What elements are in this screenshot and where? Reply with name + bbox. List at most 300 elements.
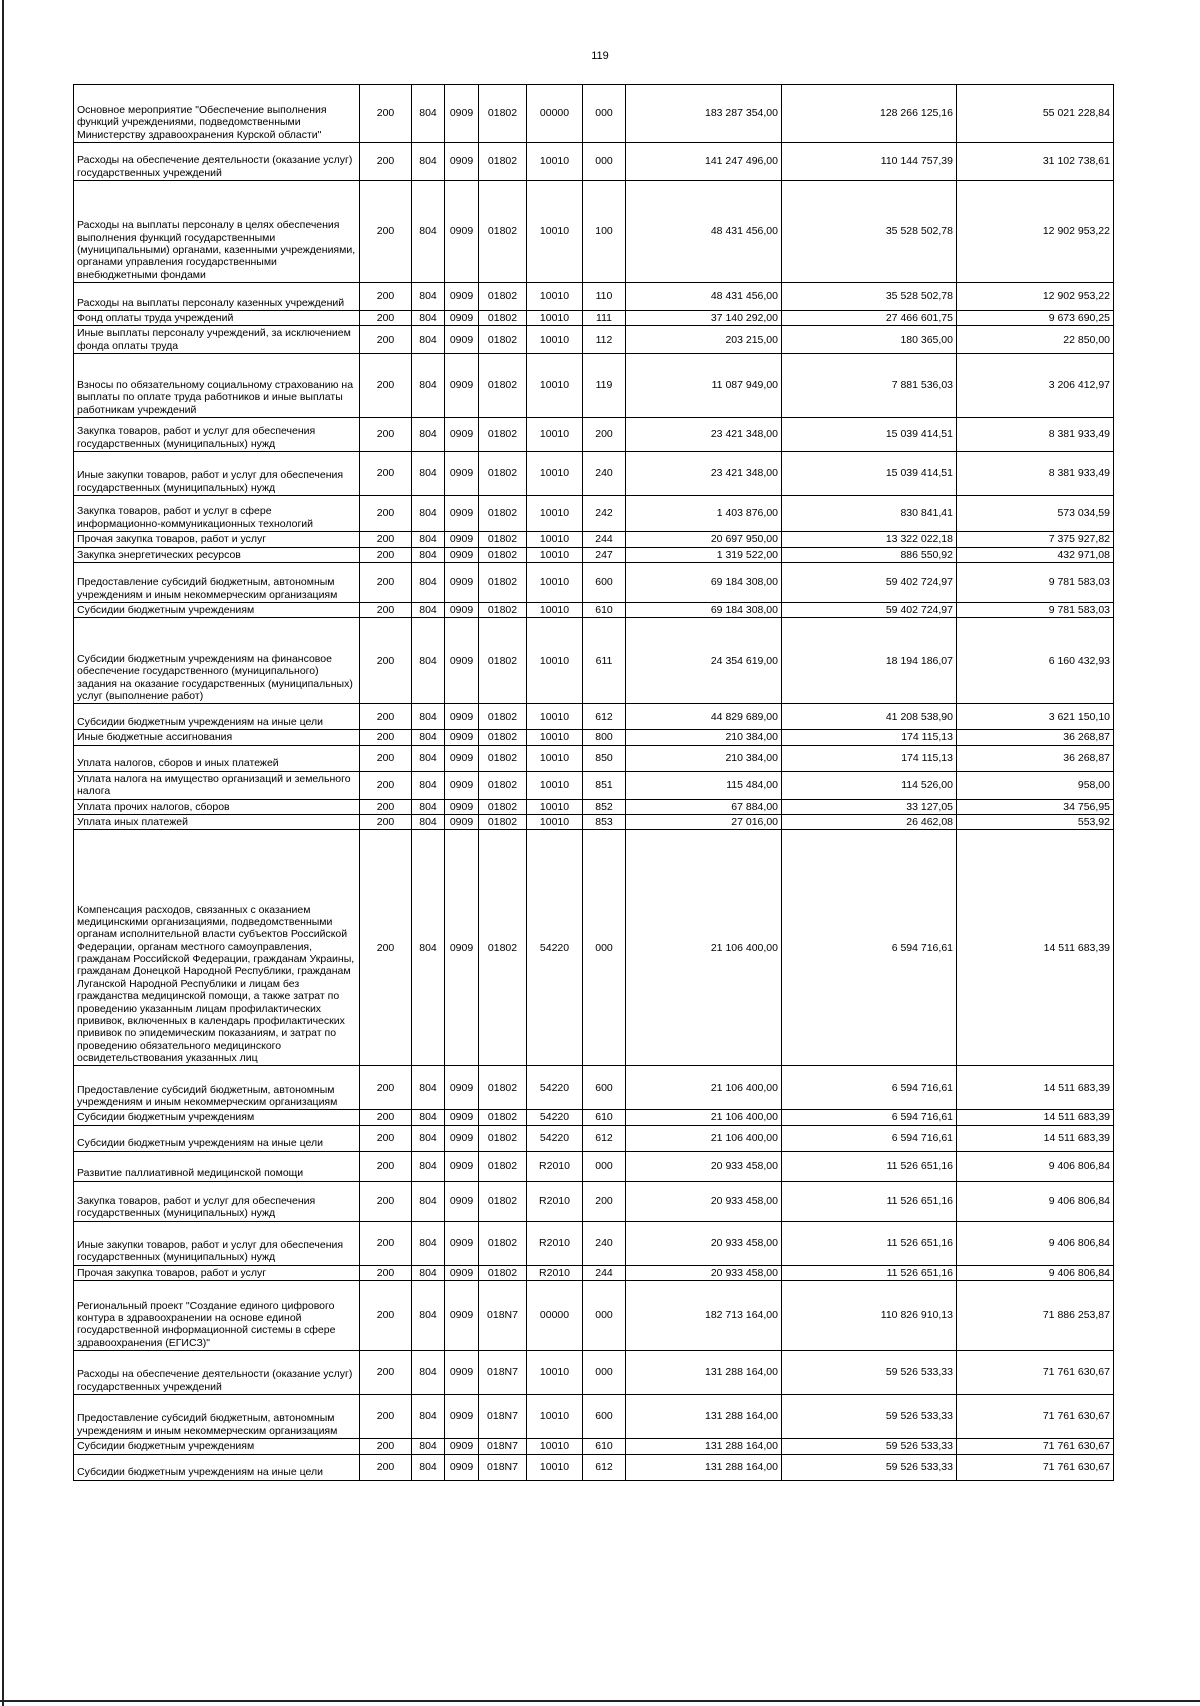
code-target-article-program: 01802	[479, 547, 527, 562]
amount-planned: 23 421 348,00	[626, 452, 782, 496]
table-row	[74, 1281, 1114, 1351]
code-subsection: 0909	[445, 354, 479, 418]
amount-executed: 11 526 651,16	[782, 1151, 957, 1181]
code-target-article-direction: R2010	[527, 1265, 583, 1280]
code-grbs: 200	[360, 1221, 412, 1265]
row-name: Закупка энергетических ресурсов	[74, 547, 360, 562]
row-name: Расходы на выплаты персоналу в целях обеспечения выполнения функций государственными (муниципальными) органами, казенными учреждениями, органами управления государственными внебюджетными фондами	[74, 181, 360, 283]
code-target-article-direction: 54220	[527, 830, 583, 1066]
amount-remaining: 553,92	[957, 815, 1114, 830]
code-subsection: 0909	[445, 418, 479, 452]
table-row	[74, 181, 1114, 283]
amount-remaining: 71 761 630,67	[957, 1439, 1114, 1454]
amount-planned: 44 829 689,00	[626, 704, 782, 730]
table-row	[74, 496, 1114, 532]
code-target-article-direction: 10010	[527, 283, 583, 311]
amount-planned: 11 087 949,00	[626, 354, 782, 418]
code-target-article-direction: 10010	[527, 326, 583, 354]
table-row	[74, 602, 1114, 617]
code-target-article-program: 01802	[479, 532, 527, 547]
amount-planned: 210 384,00	[626, 745, 782, 771]
amount-executed: 11 526 651,16	[782, 1221, 957, 1265]
amount-planned: 182 713 164,00	[626, 1281, 782, 1351]
code-grbs: 200	[360, 815, 412, 830]
code-target-article-direction: 10010	[527, 618, 583, 704]
code-target-article-direction: 10010	[527, 496, 583, 532]
code-expense-type: 850	[583, 745, 626, 771]
code-section: 804	[412, 730, 445, 745]
code-section: 804	[412, 1439, 445, 1454]
row-name: Расходы на обеспечение деятельности (оказание услуг) государственных учреждений	[74, 1351, 360, 1395]
code-section: 804	[412, 85, 445, 143]
code-expense-type: 612	[583, 1454, 626, 1480]
code-subsection: 0909	[445, 85, 479, 143]
code-section: 804	[412, 1125, 445, 1151]
code-subsection: 0909	[445, 1395, 479, 1439]
row-name: Закупка товаров, работ и услуг для обеспечения государственных (муниципальных) нужд	[74, 1181, 360, 1221]
amount-remaining: 9 406 806,84	[957, 1181, 1114, 1221]
code-target-article-direction: 10010	[527, 771, 583, 799]
table-row	[74, 311, 1114, 326]
code-target-article-direction: 10010	[527, 354, 583, 418]
code-grbs: 200	[360, 547, 412, 562]
amount-planned: 131 288 164,00	[626, 1454, 782, 1480]
code-section: 804	[412, 1181, 445, 1221]
code-section: 804	[412, 1221, 445, 1265]
code-grbs: 200	[360, 326, 412, 354]
amount-executed: 6 594 716,61	[782, 1125, 957, 1151]
code-grbs: 200	[360, 618, 412, 704]
row-name: Взносы по обязательному социальному страхованию на выплаты по оплате труда работников и иные выплаты работникам учреждений	[74, 354, 360, 418]
code-section: 804	[412, 815, 445, 830]
amount-remaining: 9 406 806,84	[957, 1221, 1114, 1265]
code-target-article-direction: 10010	[527, 311, 583, 326]
row-name: Иные закупки товаров, работ и услуг для обеспечения государственных (муниципальных) нужд	[74, 452, 360, 496]
amount-remaining: 3 621 150,10	[957, 704, 1114, 730]
code-grbs: 200	[360, 311, 412, 326]
amount-planned: 131 288 164,00	[626, 1395, 782, 1439]
amount-planned: 21 106 400,00	[626, 1110, 782, 1125]
code-section: 804	[412, 532, 445, 547]
code-expense-type: 610	[583, 1439, 626, 1454]
code-expense-type: 851	[583, 771, 626, 799]
code-expense-type: 000	[583, 143, 626, 181]
code-grbs: 200	[360, 452, 412, 496]
row-name: Уплата налога на имущество организаций и земельного налога	[74, 771, 360, 799]
table-row	[74, 771, 1114, 799]
row-name: Закупка товаров, работ и услуг в сфере информационно-коммуникационных технологий	[74, 496, 360, 532]
code-expense-type: 200	[583, 1181, 626, 1221]
code-expense-type: 240	[583, 452, 626, 496]
code-section: 804	[412, 771, 445, 799]
amount-planned: 20 933 458,00	[626, 1265, 782, 1280]
code-expense-type: 244	[583, 1265, 626, 1280]
code-expense-type: 112	[583, 326, 626, 354]
code-section: 804	[412, 562, 445, 602]
code-target-article-program: 01802	[479, 311, 527, 326]
code-subsection: 0909	[445, 618, 479, 704]
table-row	[74, 730, 1114, 745]
amount-executed: 110 826 910,13	[782, 1281, 957, 1351]
amount-executed: 27 466 601,75	[782, 311, 957, 326]
code-grbs: 200	[360, 1351, 412, 1395]
row-name: Субсидии бюджетным учреждениям на иные цели	[74, 1454, 360, 1480]
amount-planned: 69 184 308,00	[626, 602, 782, 617]
code-expense-type: 247	[583, 547, 626, 562]
amount-planned: 37 140 292,00	[626, 311, 782, 326]
amount-executed: 59 526 533,33	[782, 1454, 957, 1480]
amount-planned: 131 288 164,00	[626, 1351, 782, 1395]
table-row	[74, 618, 1114, 704]
code-target-article-direction: R2010	[527, 1151, 583, 1181]
code-grbs: 200	[360, 1281, 412, 1351]
code-target-article-direction: 10010	[527, 1395, 583, 1439]
code-subsection: 0909	[445, 1181, 479, 1221]
row-name: Закупка товаров, работ и услуг для обеспечения государственных (муниципальных) нужд	[74, 418, 360, 452]
code-target-article-program: 01802	[479, 1181, 527, 1221]
code-grbs: 200	[360, 1066, 412, 1110]
amount-remaining: 55 021 228,84	[957, 85, 1114, 143]
table-row	[74, 830, 1114, 1066]
budget-table-body	[74, 85, 1114, 1481]
amount-planned: 48 431 456,00	[626, 181, 782, 283]
table-row	[74, 532, 1114, 547]
code-target-article-direction: 10010	[527, 547, 583, 562]
code-subsection: 0909	[445, 815, 479, 830]
code-target-article-program: 01802	[479, 730, 527, 745]
amount-executed: 6 594 716,61	[782, 830, 957, 1066]
code-section: 804	[412, 452, 445, 496]
amount-planned: 21 106 400,00	[626, 830, 782, 1066]
row-name: Развитие паллиативной медицинской помощи	[74, 1151, 360, 1181]
code-target-article-program: 01802	[479, 745, 527, 771]
table-row	[74, 418, 1114, 452]
code-target-article-program: 018N7	[479, 1439, 527, 1454]
table-row	[74, 815, 1114, 830]
code-grbs: 200	[360, 1125, 412, 1151]
amount-executed: 6 594 716,61	[782, 1110, 957, 1125]
code-target-article-direction: 10010	[527, 1454, 583, 1480]
amount-planned: 131 288 164,00	[626, 1439, 782, 1454]
page-number: 119	[591, 50, 609, 62]
code-expense-type: 800	[583, 730, 626, 745]
amount-remaining: 8 381 933,49	[957, 418, 1114, 452]
code-target-article-program: 01802	[479, 143, 527, 181]
scan-edge-bottom	[0, 1700, 1200, 1702]
row-name: Фонд оплаты труда учреждений	[74, 311, 360, 326]
code-grbs: 200	[360, 602, 412, 617]
amount-executed: 18 194 186,07	[782, 618, 957, 704]
amount-remaining: 71 886 253,87	[957, 1281, 1114, 1351]
code-subsection: 0909	[445, 771, 479, 799]
code-grbs: 200	[360, 1151, 412, 1181]
code-target-article-direction: 54220	[527, 1110, 583, 1125]
amount-remaining: 9 781 583,03	[957, 602, 1114, 617]
amount-executed: 128 266 125,16	[782, 85, 957, 143]
row-name: Субсидии бюджетным учреждениям на финансовое обеспечение государственного (муниципального) задания на оказание государственных (муниципальных) услуг (выполнение работ)	[74, 618, 360, 704]
code-target-article-program: 01802	[479, 799, 527, 814]
code-target-article-program: 01802	[479, 704, 527, 730]
amount-executed: 174 115,13	[782, 745, 957, 771]
amount-remaining: 9 673 690,25	[957, 311, 1114, 326]
table-row	[74, 745, 1114, 771]
code-target-article-program: 01802	[479, 1151, 527, 1181]
code-section: 804	[412, 704, 445, 730]
code-target-article-program: 01802	[479, 354, 527, 418]
row-name: Основное мероприятие "Обеспечение выполнения функций учреждениями, подведомственными Министерству здравоохранения Курской области"	[74, 85, 360, 143]
code-target-article-direction: 10010	[527, 532, 583, 547]
code-target-article-program: 01802	[479, 830, 527, 1066]
code-section: 804	[412, 1265, 445, 1280]
amount-executed: 830 841,41	[782, 496, 957, 532]
code-target-article-direction: R2010	[527, 1221, 583, 1265]
code-target-article-direction: 10010	[527, 181, 583, 283]
amount-executed: 59 402 724,97	[782, 602, 957, 617]
code-expense-type: 119	[583, 354, 626, 418]
code-grbs: 200	[360, 181, 412, 283]
code-section: 804	[412, 602, 445, 617]
amount-executed: 15 039 414,51	[782, 418, 957, 452]
amount-remaining: 36 268,87	[957, 745, 1114, 771]
amount-executed: 35 528 502,78	[782, 283, 957, 311]
code-section: 804	[412, 1351, 445, 1395]
row-name: Компенсация расходов, связанных с оказанием медицинскими организациями, подведомственными органам исполнительной власти субъектов Российской Федерации, органам местного самоуправления, гражданам Российской Федерации, гражданам Украины, гражданам Донецкой Народной Республики, гражданам Луганской Народной Республики и лицам без гражданства медицинской помощи, а также затрат по проведению указанным лицам профилактических прививок, включенных в календарь профилактических прививок по эпидемическим показаниям, и затрат по проведению обязательного медицинского освидетельствования указанных лиц	[74, 830, 360, 1066]
code-section: 804	[412, 799, 445, 814]
code-subsection: 0909	[445, 1265, 479, 1280]
table-row	[74, 1221, 1114, 1265]
amount-executed: 13 322 022,18	[782, 532, 957, 547]
code-section: 804	[412, 547, 445, 562]
amount-remaining: 14 511 683,39	[957, 1066, 1114, 1110]
code-expense-type: 000	[583, 1151, 626, 1181]
code-section: 804	[412, 618, 445, 704]
amount-remaining: 958,00	[957, 771, 1114, 799]
code-subsection: 0909	[445, 1221, 479, 1265]
code-target-article-direction: 10010	[527, 418, 583, 452]
code-target-article-program: 01802	[479, 326, 527, 354]
code-target-article-program: 01802	[479, 1066, 527, 1110]
code-grbs: 200	[360, 532, 412, 547]
code-section: 804	[412, 143, 445, 181]
code-target-article-program: 01802	[479, 1221, 527, 1265]
code-section: 804	[412, 1454, 445, 1480]
table-row	[74, 1151, 1114, 1181]
code-target-article-program: 01802	[479, 1125, 527, 1151]
amount-planned: 27 016,00	[626, 815, 782, 830]
code-expense-type: 611	[583, 618, 626, 704]
code-target-article-direction: 10010	[527, 602, 583, 617]
code-target-article-direction: 54220	[527, 1066, 583, 1110]
row-name: Предоставление субсидий бюджетным, автономным учреждениям и иным некоммерческим организациям	[74, 1066, 360, 1110]
amount-executed: 11 526 651,16	[782, 1265, 957, 1280]
code-subsection: 0909	[445, 1151, 479, 1181]
code-target-article-program: 01802	[479, 562, 527, 602]
row-name: Расходы на обеспечение деятельности (оказание услуг) государственных учреждений	[74, 143, 360, 181]
amount-planned: 23 421 348,00	[626, 418, 782, 452]
amount-executed: 180 365,00	[782, 326, 957, 354]
code-subsection: 0909	[445, 547, 479, 562]
code-expense-type: 000	[583, 1351, 626, 1395]
code-expense-type: 100	[583, 181, 626, 283]
code-target-article-direction: 00000	[527, 85, 583, 143]
code-grbs: 200	[360, 704, 412, 730]
amount-executed: 114 526,00	[782, 771, 957, 799]
amount-planned: 20 933 458,00	[626, 1181, 782, 1221]
amount-remaining: 36 268,87	[957, 730, 1114, 745]
code-target-article-direction: 10010	[527, 745, 583, 771]
amount-planned: 203 215,00	[626, 326, 782, 354]
code-expense-type: 600	[583, 562, 626, 602]
amount-planned: 21 106 400,00	[626, 1125, 782, 1151]
code-subsection: 0909	[445, 143, 479, 181]
code-expense-type: 000	[583, 830, 626, 1066]
amount-remaining: 9 406 806,84	[957, 1151, 1114, 1181]
row-name: Иные бюджетные ассигнования	[74, 730, 360, 745]
row-name: Уплата иных платежей	[74, 815, 360, 830]
table-row	[74, 1066, 1114, 1110]
code-target-article-program: 018N7	[479, 1281, 527, 1351]
row-name: Прочая закупка товаров, работ и услуг	[74, 1265, 360, 1280]
amount-remaining: 71 761 630,67	[957, 1395, 1114, 1439]
code-section: 804	[412, 1281, 445, 1351]
code-expense-type: 600	[583, 1395, 626, 1439]
amount-planned: 20 933 458,00	[626, 1151, 782, 1181]
amount-executed: 7 881 536,03	[782, 354, 957, 418]
row-name: Субсидии бюджетным учреждениям на иные цели	[74, 704, 360, 730]
code-grbs: 200	[360, 1439, 412, 1454]
amount-remaining: 12 902 953,22	[957, 283, 1114, 311]
table-row	[74, 452, 1114, 496]
amount-remaining: 3 206 412,97	[957, 354, 1114, 418]
code-section: 804	[412, 1395, 445, 1439]
row-name: Субсидии бюджетным учреждениям	[74, 1110, 360, 1125]
table-row	[74, 1395, 1114, 1439]
table-row	[74, 547, 1114, 562]
amount-remaining: 7 375 927,82	[957, 532, 1114, 547]
code-subsection: 0909	[445, 1110, 479, 1125]
amount-executed: 41 208 538,90	[782, 704, 957, 730]
amount-executed: 6 594 716,61	[782, 1066, 957, 1110]
scan-edge-left	[2, 0, 4, 1706]
amount-remaining: 31 102 738,61	[957, 143, 1114, 181]
code-target-article-program: 01802	[479, 496, 527, 532]
amount-remaining: 14 511 683,39	[957, 830, 1114, 1066]
amount-remaining: 432 971,08	[957, 547, 1114, 562]
amount-executed: 26 462,08	[782, 815, 957, 830]
row-name: Прочая закупка товаров, работ и услуг	[74, 532, 360, 547]
amount-planned: 20 697 950,00	[626, 532, 782, 547]
code-target-article-program: 01802	[479, 283, 527, 311]
code-target-article-direction: 10010	[527, 704, 583, 730]
table-row	[74, 85, 1114, 143]
amount-planned: 1 319 522,00	[626, 547, 782, 562]
code-subsection: 0909	[445, 1066, 479, 1110]
code-target-article-program: 01802	[479, 1265, 527, 1280]
code-target-article-direction: 10010	[527, 143, 583, 181]
amount-remaining: 6 160 432,93	[957, 618, 1114, 704]
code-grbs: 200	[360, 496, 412, 532]
table-row	[74, 1181, 1114, 1221]
row-name: Расходы на выплаты персоналу казенных учреждений	[74, 283, 360, 311]
code-section: 804	[412, 1151, 445, 1181]
code-target-article-program: 018N7	[479, 1454, 527, 1480]
amount-planned: 48 431 456,00	[626, 283, 782, 311]
code-target-article-program: 018N7	[479, 1351, 527, 1395]
code-target-article-direction: 10010	[527, 562, 583, 602]
amount-remaining: 34 756,95	[957, 799, 1114, 814]
table-row	[74, 1351, 1114, 1395]
amount-executed: 886 550,92	[782, 547, 957, 562]
row-name: Субсидии бюджетным учреждениям	[74, 602, 360, 617]
table-row	[74, 1125, 1114, 1151]
amount-executed: 59 526 533,33	[782, 1395, 957, 1439]
code-section: 804	[412, 496, 445, 532]
row-name: Уплата прочих налогов, сборов	[74, 799, 360, 814]
code-expense-type: 853	[583, 815, 626, 830]
amount-remaining: 14 511 683,39	[957, 1110, 1114, 1125]
code-subsection: 0909	[445, 452, 479, 496]
code-expense-type: 000	[583, 1281, 626, 1351]
row-name: Иные закупки товаров, работ и услуг для обеспечения государственных (муниципальных) нужд	[74, 1221, 360, 1265]
code-grbs: 200	[360, 1454, 412, 1480]
code-subsection: 0909	[445, 704, 479, 730]
table-row	[74, 1110, 1114, 1125]
code-grbs: 200	[360, 143, 412, 181]
code-grbs: 200	[360, 830, 412, 1066]
amount-planned: 210 384,00	[626, 730, 782, 745]
table-row	[74, 1265, 1114, 1280]
code-section: 804	[412, 326, 445, 354]
amount-executed: 11 526 651,16	[782, 1181, 957, 1221]
code-grbs: 200	[360, 730, 412, 745]
code-subsection: 0909	[445, 602, 479, 617]
code-subsection: 0909	[445, 311, 479, 326]
budget-table	[73, 84, 1114, 1481]
code-expense-type: 610	[583, 602, 626, 617]
amount-planned: 21 106 400,00	[626, 1066, 782, 1110]
table-row	[74, 704, 1114, 730]
code-target-article-program: 018N7	[479, 1395, 527, 1439]
amount-executed: 174 115,13	[782, 730, 957, 745]
code-target-article-program: 01802	[479, 1110, 527, 1125]
code-grbs: 200	[360, 85, 412, 143]
code-expense-type: 000	[583, 85, 626, 143]
code-target-article-direction: 10010	[527, 1351, 583, 1395]
table-row	[74, 326, 1114, 354]
amount-planned: 115 484,00	[626, 771, 782, 799]
code-grbs: 200	[360, 354, 412, 418]
code-expense-type: 110	[583, 283, 626, 311]
amount-planned: 183 287 354,00	[626, 85, 782, 143]
table-row	[74, 1454, 1114, 1480]
row-name: Иные выплаты персоналу учреждений, за исключением фонда оплаты труда	[74, 326, 360, 354]
row-name: Предоставление субсидий бюджетным, автономным учреждениям и иным некоммерческим организациям	[74, 562, 360, 602]
amount-remaining: 12 902 953,22	[957, 181, 1114, 283]
code-target-article-program: 01802	[479, 815, 527, 830]
code-subsection: 0909	[445, 1454, 479, 1480]
table-row	[74, 143, 1114, 181]
code-target-article-program: 01802	[479, 452, 527, 496]
code-grbs: 200	[360, 1110, 412, 1125]
amount-planned: 24 354 619,00	[626, 618, 782, 704]
amount-remaining: 573 034,59	[957, 496, 1114, 532]
code-expense-type: 612	[583, 704, 626, 730]
code-target-article-direction: R2010	[527, 1181, 583, 1221]
code-section: 804	[412, 181, 445, 283]
code-subsection: 0909	[445, 181, 479, 283]
code-target-article-program: 01802	[479, 602, 527, 617]
amount-executed: 110 144 757,39	[782, 143, 957, 181]
